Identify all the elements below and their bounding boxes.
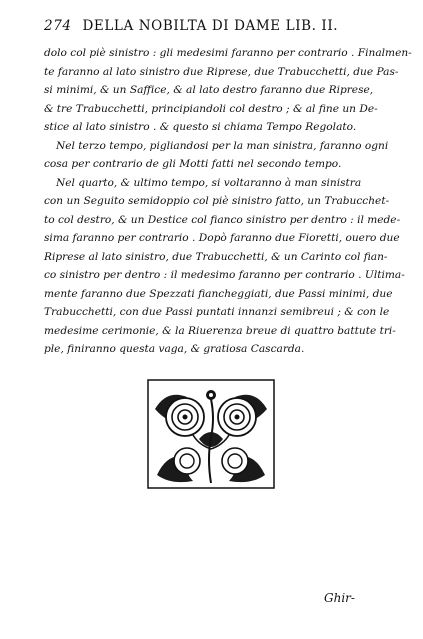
running-title: DELLA NOBILTA DI DAME LIB. II. [82,18,339,34]
text-line: te faranno al lato sinistro due Riprese, due Trabucchetti, due Pas- [44,65,399,78]
text-line: co sinistro per dentro : il medesimo faranno per contrario . Ultima- [44,269,405,281]
page-number: 274 [44,18,72,34]
text-line: mente faranno due Spezzati fiancheggiati, due Passi minimi, due [44,287,393,300]
floral-ornament-icon [147,379,275,489]
text-line: medesime cerimonie, & la Riuerenza breue di quattro battute tri- [44,324,396,337]
running-header [44,18,374,34]
text-line: Trabucchetti, con due Passi puntati innanzi semibreui ; & con le [44,306,390,318]
body-text [44,44,412,359]
text-line: & tre Trabucchetti, principiandoli col destro ; & al fine un De- [44,102,378,115]
text-line: Nel quarto, & ultimo tempo, si voltaranno à man sinistra [56,176,362,189]
text-line: Nel terzo tempo, pigliandosi per la man sinistra, faranno ogni [56,139,389,152]
text-line: sima faranno per contrario . Dopò faranno due Fioretti, ouero due [44,232,400,244]
text-line: Riprese al lato sinistro, due Trabucchetti, & un Carinto col fian- [44,250,388,263]
text-line: stice al lato sinistro . & questo si chiama Tempo Regolato. [44,121,357,133]
text-line: ple, finiranno questa vaga, & gratiosa Cascarda. [44,343,305,355]
text-line: cosa per contrario de gli Motti fatti nel secondo tempo. [44,158,342,170]
text-line: dolo col piè sinistro : gli medesimi faranno per contrario . Finalmen- [44,47,412,59]
text-line: to col destro, & un Destice col fianco sinistro per dentro : il mede- [44,213,401,226]
catchword: Ghir- [324,591,355,605]
text-line: con un Seguito semidoppio col piè sinistro fatto, un Trabucchet- [44,195,390,207]
text-line: si minimi, & un Saffice, & al lato destro faranno due Riprese, [44,84,374,96]
